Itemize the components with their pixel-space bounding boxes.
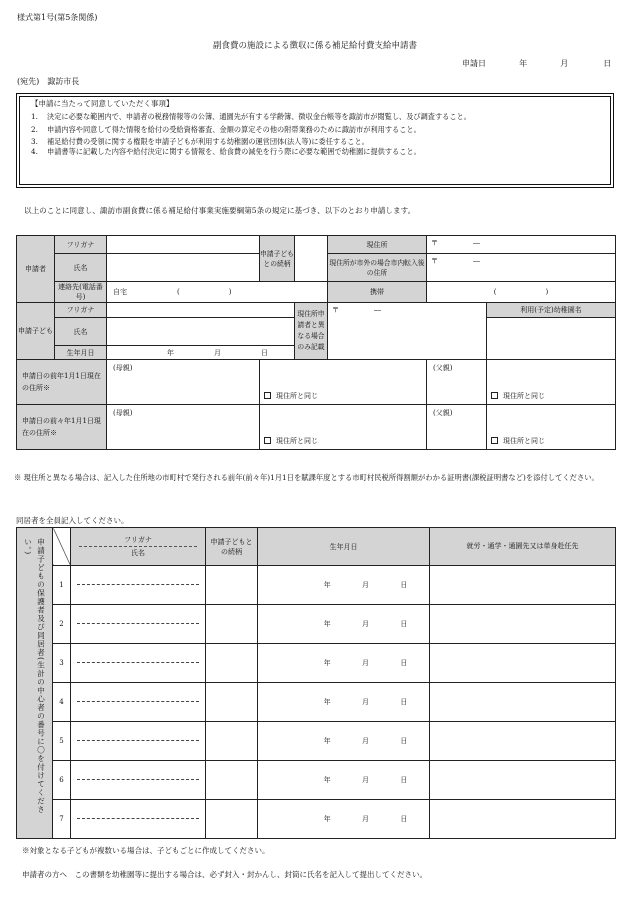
resident-birth-field[interactable]: 年 月 日 (258, 566, 430, 605)
resident-relation-field[interactable] (206, 722, 258, 761)
consent-box (16, 93, 614, 188)
intro-statement: 以上のことに同意し、諏訪市副食費に係る補足給付事業実施要綱第5条の規定に基づき、以下のとおり申請します。 (24, 206, 416, 215)
resident-row-number: 6 (53, 761, 71, 800)
home-phone-field[interactable]: 自宅 ( ) (107, 282, 328, 303)
child-furigana-field[interactable] (107, 303, 295, 318)
applicant-name-field[interactable] (107, 254, 260, 282)
mobile-label: 携帯 (328, 282, 427, 303)
prev2-year-address-label: 申請日の前々年1月1日現在の住所※ (17, 405, 107, 450)
resident-relation-field[interactable] (206, 800, 258, 839)
resident-birth-field[interactable]: 年 月 日 (258, 683, 430, 722)
resident-name-field[interactable] (71, 566, 206, 605)
consent-item: 2. 申請内容や同意して得た情報を給付の受給資格審査、金額の算定その他の附帯業務のために諏訪市が利用すること。 (31, 124, 421, 134)
child-birth-label: 生年月日 (55, 346, 107, 360)
form-number: 様式第1号(第5条関係) (17, 13, 98, 22)
date-label: 申請日 (462, 59, 486, 68)
prev2-year-mother-field[interactable]: (母親) (107, 405, 260, 450)
resident-relation-field[interactable] (206, 683, 258, 722)
applicant-relation-field[interactable] (295, 236, 328, 282)
prev-year-father-same[interactable]: 現住所と同じ (487, 360, 616, 405)
resident-relation-field[interactable] (206, 644, 258, 683)
kindergarten-field[interactable] (487, 318, 616, 360)
application-date (462, 58, 611, 69)
prev-year-mother-field[interactable]: (母親) (107, 360, 260, 405)
consent-item: 1. 決定に必要な範囲内で、申請者の税務情報等の公簿、通園先が有する学齢簿、徴収金台帳等を諏訪市が閲覧し、及び調査すること。 (31, 112, 471, 121)
date-day: 日 (603, 59, 612, 68)
resident-work-field[interactable] (430, 566, 616, 605)
resident-row-number: 3 (53, 644, 71, 683)
checkbox-icon[interactable] (264, 392, 271, 399)
applicant-address-label: 現住所 (328, 236, 427, 254)
resident-birth-field[interactable]: 年 月 日 (258, 761, 430, 800)
child-address-note: 現住所申請者と異なる場合のみ記載 (295, 303, 328, 360)
applicant-address-field[interactable]: 〒 ― (427, 236, 616, 254)
resident-birth-field[interactable]: 年 月 日 (258, 800, 430, 839)
prev-year-mother-same[interactable]: 現住所と同じ (260, 360, 427, 405)
resident-relation-field[interactable] (206, 605, 258, 644)
contact-label: 連絡先(電話番号) (55, 282, 107, 303)
prev2-year-mother-same[interactable]: 現住所と同じ (260, 405, 427, 450)
applicant-table (16, 235, 616, 450)
resident-row-number: 2 (53, 605, 71, 644)
consent-heading: 【申請に当たって同意していただく事項】 (31, 99, 174, 108)
applicant-furigana-field[interactable] (107, 236, 260, 254)
multiple-children-note: ※対象となる子どもが複数いる場合は、子どもごとに作成してください。 (22, 846, 270, 855)
residents-birth-header: 生年月日 (258, 528, 430, 566)
child-address-field[interactable]: 〒 ― (328, 303, 487, 360)
resident-birth-field[interactable]: 年 月 日 (258, 605, 430, 644)
child-furigana-label: フリガナ (55, 303, 107, 318)
address-note: ※ 現住所と異なる場合は、記入した住所地の市町村で発行される前年(前々年)1月1日を賦課年度とする市町村民税所得割額がわかる証明書(課税証明書など)を添付してください。 (14, 473, 599, 482)
prev-year-father-label: (父親) (427, 360, 487, 405)
applicant-section-label: 申請者 (17, 236, 55, 303)
resident-work-field[interactable] (430, 722, 616, 761)
resident-name-field[interactable] (71, 761, 206, 800)
resident-row-number: 1 (53, 566, 71, 605)
date-year: 年 (519, 59, 528, 68)
resident-row-number: 7 (53, 800, 71, 839)
consent-item: 3. 補足給付費の受領に関する権限を申請子どもが利用する幼稚園の運営団体(法人等)に委任すること。 (31, 137, 369, 146)
child-name-label: 氏名 (55, 318, 107, 346)
resident-row-number: 4 (53, 683, 71, 722)
resident-relation-field[interactable] (206, 566, 258, 605)
kindergarten-label: 利用(予定)幼稚園名 (487, 303, 616, 318)
resident-work-field[interactable] (430, 800, 616, 839)
resident-birth-field[interactable]: 年 月 日 (258, 722, 430, 761)
applicant-relation-label: 申請子どもとの続柄 (260, 236, 295, 282)
resident-relation-field[interactable] (206, 761, 258, 800)
prev-year-address-label: 申請日の前年1月1日現在の住所※ (17, 360, 107, 405)
document-title: 副食費の施設による徴収に係る補足給付費支給申請書 (212, 41, 417, 51)
residents-table (16, 527, 616, 839)
prev2-year-father-same[interactable]: 現住所と同じ (487, 405, 616, 450)
child-birth-field[interactable]: 年 月 日 (107, 346, 295, 360)
resident-name-field[interactable] (71, 722, 206, 761)
mobile-phone-field[interactable]: ( ) (427, 282, 616, 303)
moving-address-label: 現住所が市外の場合市内転入後の住所 (328, 254, 427, 282)
consent-item: 4. 申請書等に記載した内容や給付決定に関する情報を、給食費の減免を行う際に必要な範囲で幼稚園に提供すること。 (31, 146, 421, 156)
resident-row-number: 5 (53, 722, 71, 761)
resident-work-field[interactable] (430, 644, 616, 683)
resident-work-field[interactable] (430, 683, 616, 722)
resident-name-field[interactable] (71, 605, 206, 644)
submission-note: 申請者の方へ この書類を幼稚園等に提出する場合は、必ず封入・封かんし、封筒に氏名を記入して提出してください。 (22, 870, 427, 879)
residents-work-header: 就労・通学・通園先又は単身赴任先 (430, 528, 616, 566)
cohabitants-instruction: 同居者を全員記入してください。 (16, 516, 129, 525)
checkbox-icon[interactable] (264, 437, 271, 444)
applicant-name-label: 氏名 (55, 254, 107, 282)
moving-address-field[interactable]: 〒 ― (427, 254, 616, 282)
residents-name-header: フリガナ 氏名 (71, 528, 206, 566)
child-section-label: 申請子ども (17, 303, 55, 360)
resident-work-field[interactable] (430, 761, 616, 800)
checkbox-icon[interactable] (491, 437, 498, 444)
checkbox-icon[interactable] (491, 392, 498, 399)
resident-name-field[interactable] (71, 683, 206, 722)
child-name-field[interactable] (107, 318, 295, 346)
diagonal-corner-cell (53, 528, 71, 566)
residents-vertical-label: 申請子どもの保護者及び同居者(生計の中心者の番号に〇を付けてください。) (17, 528, 53, 839)
residents-relation-header: 申請子どもとの続柄 (206, 528, 258, 566)
prev2-year-father-label: (父親) (427, 405, 487, 450)
resident-birth-field[interactable]: 年 月 日 (258, 644, 430, 683)
applicant-furigana-label: フリガナ (55, 236, 107, 254)
resident-name-field[interactable] (71, 644, 206, 683)
resident-name-field[interactable] (71, 800, 206, 839)
addressee: (宛先) 諏訪市長 (17, 77, 80, 86)
resident-work-field[interactable] (430, 605, 616, 644)
date-month: 月 (560, 59, 569, 68)
